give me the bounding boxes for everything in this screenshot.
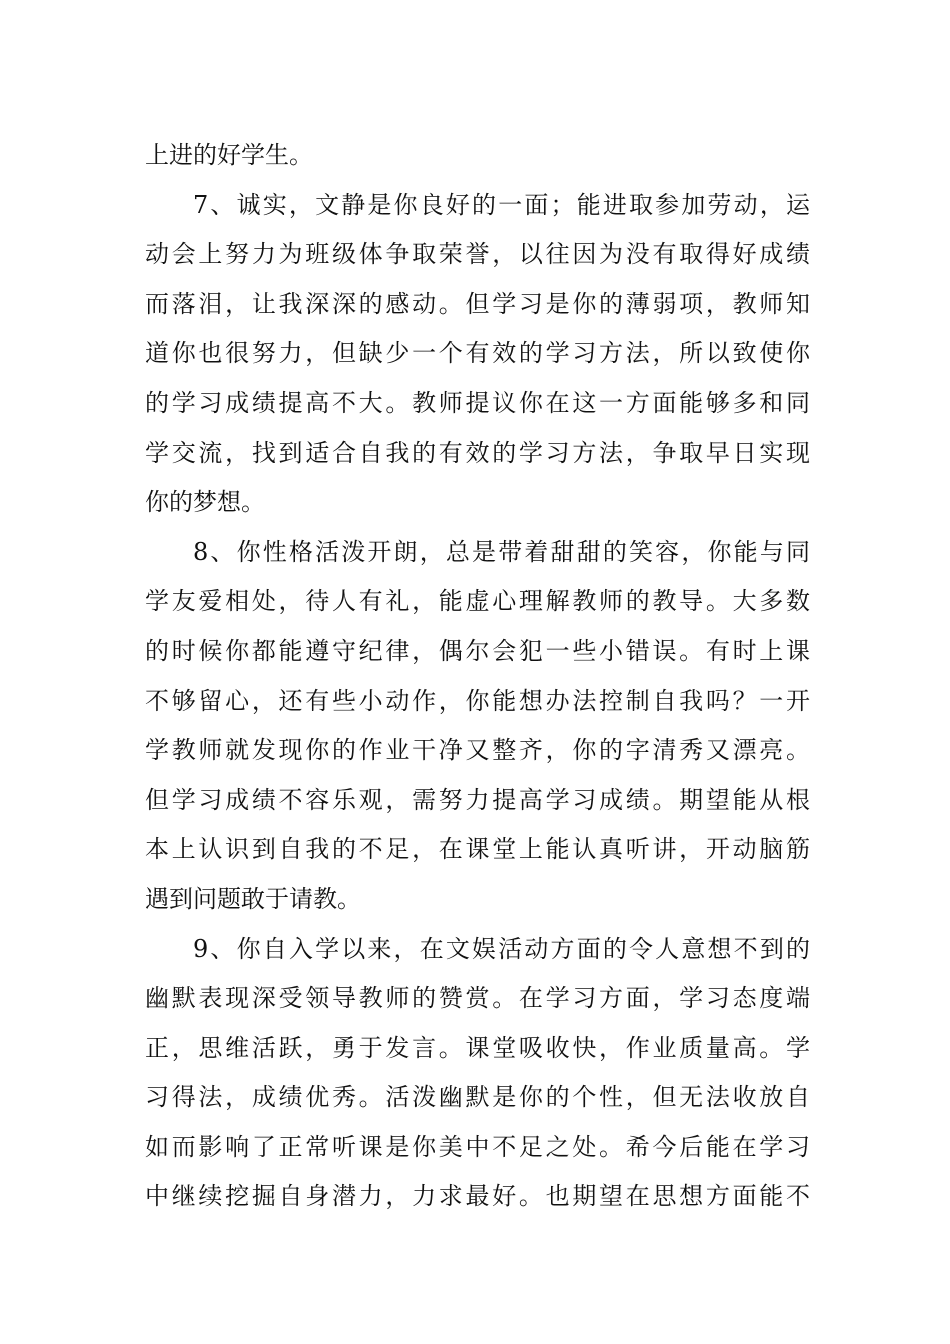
paragraph-line: 道你也很努力，但缺少一个有效的学习方法，所以致使你: [145, 339, 810, 368]
paragraph-line: 本上认识到自我的不足，在课堂上能认真听讲，开动脑筋: [145, 835, 810, 864]
paragraph-line: 而落泪，让我深深的感动。但学习是你的薄弱项，教师知: [145, 289, 810, 318]
paragraph-line: 的学习成绩提高不大。教师提议你在这一方面能够多和同: [145, 388, 810, 417]
document-body: [145, 131, 810, 1222]
paragraph-line: 学交流，找到适合自我的有效的学习方法，争取早日实现: [145, 438, 810, 467]
paragraph-line: 遇到问题敢于请教。: [145, 884, 361, 913]
paragraph-line: 的时候你都能遵守纪律，偶尔会犯一些小错误。有时上课: [145, 636, 810, 665]
paragraph-line: 你的梦想。: [145, 488, 265, 517]
paragraph-line: 不够留心，还有些小动作，你能想办法控制自我吗？一开: [145, 686, 810, 715]
paragraph-line: 习得法，成绩优秀。活泼幽默是你的个性，但无法收放自: [145, 1083, 810, 1112]
paragraph-line: 正，思维活跃，勇于发言。课堂吸收快，作业质量高。学: [145, 1033, 810, 1062]
paragraph-line: 9、你自入学以来，在文娱活动方面的令人意想不到的: [193, 934, 810, 963]
paragraph-line: 但学习成绩不容乐观，需努力提高学习成绩。期望能从根: [145, 785, 810, 814]
paragraph-line: 学友爱相处，待人有礼，能虚心理解教师的教导。大多数: [145, 587, 810, 616]
paragraph-line: 7、诚实，文静是你良好的一面；能进取参加劳动，运: [193, 190, 810, 219]
paragraph-line: 上进的好学生。: [145, 141, 313, 169]
paragraph-line: 如而影响了正常听课是你美中不足之处。希今后能在学习: [145, 1132, 810, 1161]
paragraph-line: 学教师就发现你的作业干净又整齐，你的字清秀又漂亮。: [145, 736, 810, 765]
paragraph-line: 中继续挖掘自身潜力，力求最好。也期望在思想方面能不: [145, 1182, 810, 1211]
paragraph-line: 动会上努力为班级体争取荣誉，以往因为没有取得好成绩: [145, 240, 810, 269]
paragraph-line: 幽默表现深受领导教师的赞赏。在学习方面，学习态度端: [145, 984, 810, 1013]
paragraph-line: 8、你性格活泼开朗，总是带着甜甜的笑容，你能与同: [193, 537, 810, 566]
